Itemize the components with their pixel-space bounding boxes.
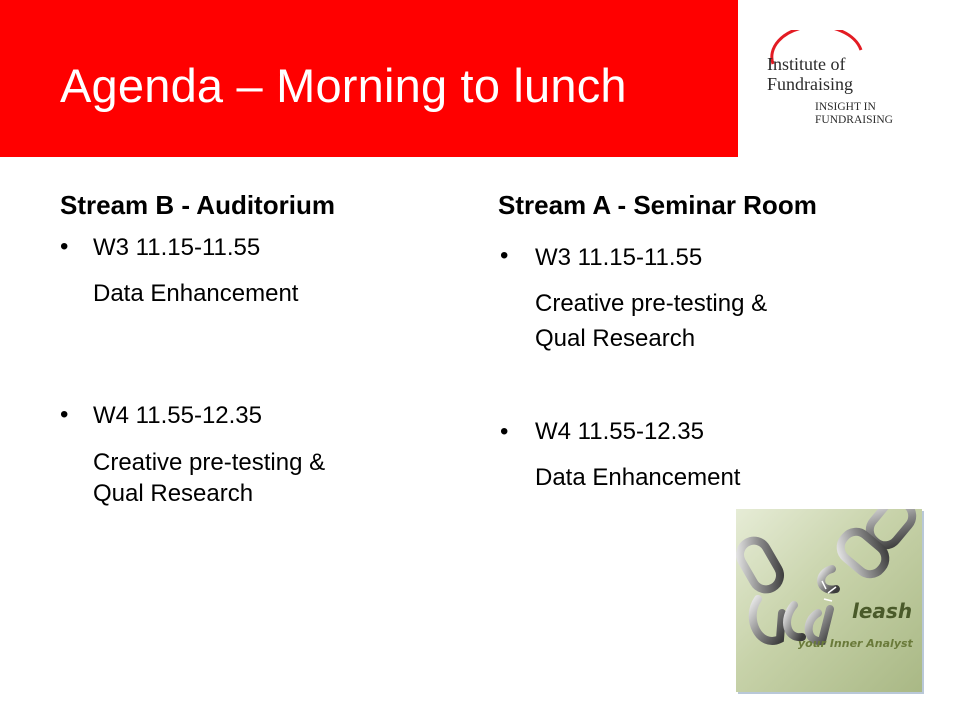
stream-a-heading: Stream A - Seminar Room xyxy=(498,190,817,220)
session-title-cont: Qual Research xyxy=(535,325,696,352)
session-title: Data Enhancement xyxy=(535,464,741,491)
title-banner xyxy=(0,0,738,157)
page-title: Agenda – Morning to lunch xyxy=(60,59,627,112)
stream-b-heading: Stream B - Auditorium xyxy=(60,190,335,220)
institute-of-fundraising-logo xyxy=(755,30,935,140)
session-time: W4 11.55-12.35 xyxy=(535,418,704,445)
bullet-icon: • xyxy=(500,242,509,269)
logo-line-1: Institute of xyxy=(767,54,846,74)
bullet-icon: • xyxy=(500,418,509,445)
bullet-icon: • xyxy=(60,233,69,260)
session-title-cont: Qual Research xyxy=(93,480,254,507)
bullet-icon: • xyxy=(60,401,69,428)
session-title: Creative pre-testing & xyxy=(93,449,326,476)
unleash-poster-image xyxy=(736,509,922,692)
logo-line-2: Fundraising xyxy=(767,74,854,94)
poster-tagline: your Inner Analyst xyxy=(798,637,913,650)
session-title: Data Enhancement xyxy=(93,280,299,307)
session-time: W3 11.15-11.55 xyxy=(93,234,261,261)
session-time: W3 11.15-11.55 xyxy=(535,244,703,271)
session-time: W4 11.55-12.35 xyxy=(93,402,262,429)
session-title: Creative pre-testing & xyxy=(535,290,768,317)
logo-line-3: INSIGHT IN xyxy=(815,101,876,113)
logo-line-4: FUNDRAISING xyxy=(815,114,893,126)
poster-word: leash xyxy=(852,599,913,623)
